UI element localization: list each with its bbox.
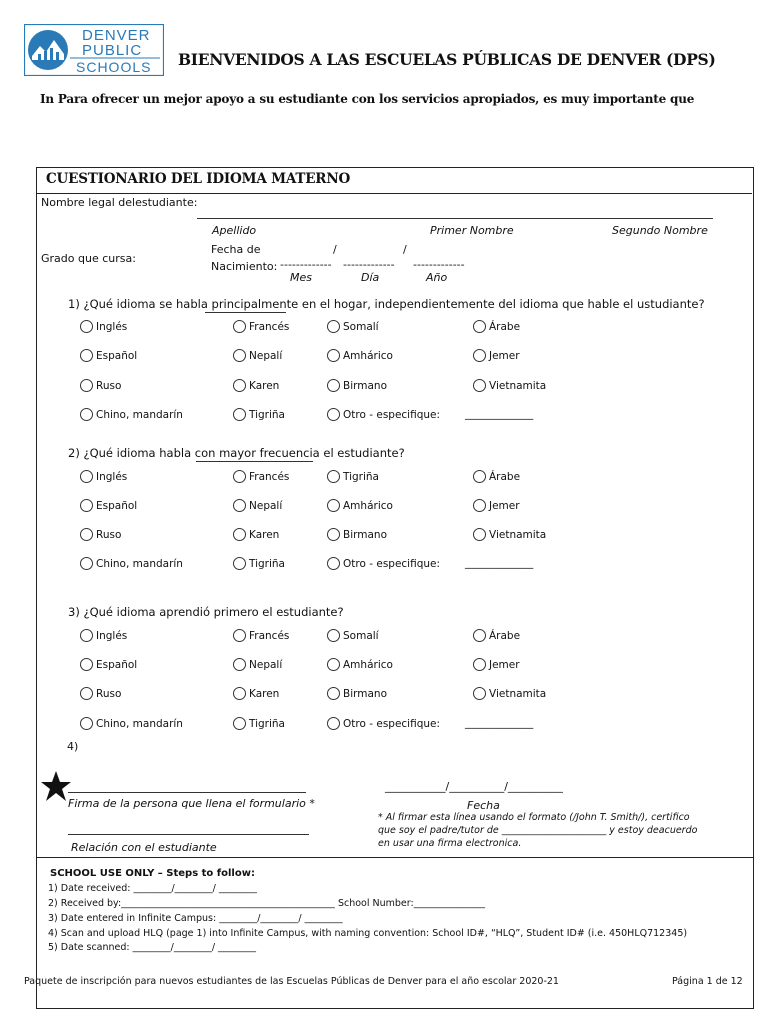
legal-name-field[interactable] bbox=[197, 218, 713, 219]
option-label: Jemer bbox=[489, 349, 520, 362]
q1-option[interactable] bbox=[233, 379, 279, 392]
option-label: Vietnamita bbox=[489, 379, 547, 392]
q3-other-specify-field[interactable] bbox=[465, 717, 533, 729]
q2-other-specify-field[interactable] bbox=[465, 557, 533, 569]
radio-button-icon[interactable] bbox=[80, 557, 93, 570]
school-step-1: 1) Date received: ________/________/ ________ bbox=[48, 883, 257, 894]
radio-button-icon[interactable] bbox=[473, 528, 486, 541]
signature-note-3: en usar una firma electronica. bbox=[378, 838, 522, 849]
option-label: Español bbox=[96, 658, 138, 671]
option-label: _____________ bbox=[465, 557, 534, 569]
q2-underline bbox=[196, 461, 313, 462]
q2-option[interactable] bbox=[327, 557, 440, 570]
q2-option[interactable] bbox=[233, 528, 279, 541]
option-label: Tigriña bbox=[249, 557, 285, 570]
option-label: Chino, mandarín bbox=[96, 408, 183, 421]
section-header bbox=[37, 168, 752, 194]
q1-option[interactable] bbox=[327, 379, 387, 392]
grade-label: Grado que cursa: bbox=[41, 252, 136, 265]
option-label: Vietnamita bbox=[489, 687, 547, 700]
question-2: 2) ¿Qué idioma habla con mayor frecuencia el estudiante? bbox=[68, 446, 405, 460]
q3-option[interactable] bbox=[327, 687, 387, 700]
option-label: Ruso bbox=[96, 379, 122, 392]
q1-other-specify-field[interactable] bbox=[465, 408, 533, 420]
intro-text: In Para ofrecer un mejor apoyo a su estudiante con los servicios apropiados, es muy importante que bbox=[40, 92, 695, 106]
radio-button-icon[interactable] bbox=[327, 320, 340, 333]
svg-text:PUBLIC: PUBLIC bbox=[82, 42, 143, 59]
q2-option[interactable] bbox=[233, 557, 285, 570]
radio-button-icon[interactable] bbox=[233, 470, 246, 483]
radio-button-icon[interactable] bbox=[327, 528, 340, 541]
q1-option[interactable] bbox=[233, 349, 282, 362]
signature-note-2: que soy el padre/tutor de ______________________ y estoy deacuerdo bbox=[378, 825, 698, 836]
q1-option[interactable] bbox=[327, 320, 379, 333]
radio-button-icon[interactable] bbox=[80, 320, 93, 333]
q2-option[interactable] bbox=[473, 499, 520, 512]
svg-text:SCHOOLS: SCHOOLS bbox=[76, 59, 152, 75]
radio-button-icon[interactable] bbox=[80, 687, 93, 700]
school-step-5: 5) Date scanned: ________/________/ ________ bbox=[48, 942, 257, 953]
q2-option[interactable] bbox=[327, 470, 379, 483]
dob-month-field[interactable]: ------------- bbox=[280, 258, 332, 271]
radio-button-icon[interactable] bbox=[80, 658, 93, 671]
option-label: Otro - especifique: bbox=[343, 717, 441, 730]
last-name-caption: Apellido bbox=[212, 224, 257, 237]
q3-option[interactable] bbox=[233, 687, 279, 700]
radio-button-icon[interactable] bbox=[473, 470, 486, 483]
dob-slash-1: / bbox=[333, 243, 337, 256]
option-label: Árabe bbox=[489, 470, 521, 483]
question-3: 3) ¿Qué idioma aprendió primero el estudiante? bbox=[68, 605, 344, 619]
radio-button-icon[interactable] bbox=[233, 379, 246, 392]
radio-button-icon[interactable] bbox=[233, 349, 246, 362]
q1-option[interactable] bbox=[80, 408, 183, 421]
q2-option[interactable] bbox=[80, 499, 137, 512]
q1-option[interactable] bbox=[327, 408, 440, 421]
q1-option[interactable] bbox=[233, 408, 285, 421]
q1-option[interactable] bbox=[233, 320, 289, 333]
q3-option[interactable] bbox=[80, 658, 137, 671]
option-label: _____________ bbox=[465, 717, 534, 729]
option-label: Español bbox=[96, 499, 138, 512]
q1-option[interactable] bbox=[80, 379, 121, 392]
radio-button-icon[interactable] bbox=[473, 658, 486, 671]
option-label: Inglés bbox=[96, 470, 128, 483]
q2-option[interactable] bbox=[80, 557, 183, 570]
option-label: Somalí bbox=[343, 320, 379, 333]
option-label: Chino, mandarín bbox=[96, 557, 183, 570]
radio-button-icon[interactable] bbox=[473, 320, 486, 333]
option-label: Francés bbox=[249, 320, 290, 333]
q3-option[interactable] bbox=[80, 629, 127, 642]
radio-button-icon[interactable] bbox=[233, 557, 246, 570]
option-label: Español bbox=[96, 349, 138, 362]
signature-date-field[interactable]: ___________/__________/__________ bbox=[385, 780, 563, 793]
radio-button-icon[interactable] bbox=[327, 470, 340, 483]
option-label: _____________ bbox=[465, 408, 534, 420]
radio-button-icon[interactable] bbox=[233, 629, 246, 642]
q1-option[interactable] bbox=[80, 320, 127, 333]
q2-option[interactable] bbox=[233, 499, 282, 512]
radio-button-icon[interactable] bbox=[327, 557, 340, 570]
section-title: CUESTIONARIO DEL IDIOMA MATERNO bbox=[46, 171, 351, 187]
option-label: Otro - especifique: bbox=[343, 557, 441, 570]
option-label: Somalí bbox=[343, 629, 379, 642]
q3-option[interactable] bbox=[327, 629, 379, 642]
q3-option[interactable] bbox=[473, 629, 520, 642]
q3-option[interactable] bbox=[327, 658, 393, 671]
option-label: Árabe bbox=[489, 320, 521, 333]
radio-button-icon[interactable] bbox=[233, 528, 246, 541]
radio-button-icon[interactable] bbox=[233, 499, 246, 512]
page-title: BIENVENIDOS A LAS ESCUELAS PÚBLICAS DE DENVER (DPS) bbox=[178, 50, 716, 69]
radio-button-icon[interactable] bbox=[80, 629, 93, 642]
option-label: Chino, mandarín bbox=[96, 717, 183, 730]
school-step-3: 3) Date entered in Infinite Campus: ________/________/ ________ bbox=[48, 913, 343, 924]
q2-option[interactable] bbox=[80, 470, 127, 483]
dob-month-caption: Mes bbox=[290, 271, 312, 284]
radio-button-icon[interactable] bbox=[327, 408, 340, 421]
relation-field[interactable] bbox=[68, 834, 309, 835]
option-label: Francés bbox=[249, 629, 290, 642]
q3-option[interactable] bbox=[233, 658, 282, 671]
option-label: Karen bbox=[249, 528, 280, 541]
first-name-caption: Primer Nombre bbox=[430, 224, 514, 237]
option-label: Inglés bbox=[96, 320, 128, 333]
q3-option[interactable] bbox=[473, 658, 520, 671]
radio-button-icon[interactable] bbox=[327, 379, 340, 392]
radio-button-icon[interactable] bbox=[473, 379, 486, 392]
second-name-caption: Segundo Nombre bbox=[612, 224, 708, 237]
q2-option[interactable] bbox=[80, 528, 121, 541]
option-label: Amhárico bbox=[343, 658, 393, 671]
q1-option[interactable] bbox=[80, 349, 137, 362]
radio-button-icon[interactable] bbox=[473, 687, 486, 700]
radio-button-icon[interactable] bbox=[80, 499, 93, 512]
option-label: Inglés bbox=[96, 629, 128, 642]
school-use-title: SCHOOL USE ONLY – Steps to follow: bbox=[50, 868, 255, 879]
radio-button-icon[interactable] bbox=[233, 687, 246, 700]
q2-option[interactable] bbox=[473, 528, 546, 541]
dob-slash-2: / bbox=[403, 243, 407, 256]
radio-button-icon[interactable] bbox=[80, 528, 93, 541]
radio-button-icon[interactable] bbox=[80, 470, 93, 483]
radio-button-icon[interactable] bbox=[233, 408, 246, 421]
q2-option[interactable] bbox=[473, 470, 520, 483]
signature-field[interactable] bbox=[68, 792, 306, 793]
q1-option[interactable] bbox=[473, 379, 546, 392]
option-label: Karen bbox=[249, 379, 280, 392]
option-label: Tigriña bbox=[343, 470, 379, 483]
radio-button-icon[interactable] bbox=[327, 629, 340, 642]
radio-button-icon[interactable] bbox=[473, 499, 486, 512]
radio-button-icon[interactable] bbox=[80, 379, 93, 392]
option-label: Otro - especifique: bbox=[343, 408, 441, 421]
dps-logo bbox=[24, 24, 164, 76]
q2-option[interactable] bbox=[327, 528, 387, 541]
radio-button-icon[interactable] bbox=[473, 629, 486, 642]
dob-year-caption: Año bbox=[426, 271, 448, 284]
q3-option[interactable] bbox=[233, 717, 285, 730]
dob-day-caption: Día bbox=[361, 271, 380, 284]
radio-button-icon[interactable] bbox=[327, 658, 340, 671]
option-label: Amhárico bbox=[343, 349, 393, 362]
page-number: Página 1 de 12 bbox=[672, 976, 743, 987]
dob-year-field[interactable]: ------------- bbox=[413, 258, 465, 271]
q1-option[interactable] bbox=[473, 320, 520, 333]
q1-option[interactable] bbox=[327, 349, 393, 362]
dob-label-1: Fecha de bbox=[211, 243, 261, 256]
option-label: Birmano bbox=[343, 379, 387, 392]
q3-option[interactable] bbox=[327, 717, 440, 730]
option-label: Árabe bbox=[489, 629, 521, 642]
question-1: 1) ¿Qué idioma se habla principalmente en el hogar, independientemente del idioma que hable el ustudiante? bbox=[68, 297, 705, 311]
school-step-4: 4) Scan and upload HLQ (page 1) into Infinite Campus, with naming convention: School ID#, “HLQ”, Student ID# (i.e. 450HLQ712345) bbox=[48, 928, 688, 939]
q3-option[interactable] bbox=[233, 629, 289, 642]
option-label: Ruso bbox=[96, 528, 122, 541]
question-4-number: 4) bbox=[67, 740, 79, 753]
radio-button-icon[interactable] bbox=[80, 408, 93, 421]
option-label: Tigriña bbox=[249, 717, 285, 730]
option-label: Nepalí bbox=[249, 658, 283, 671]
option-label: Tigriña bbox=[249, 408, 285, 421]
option-label: Ruso bbox=[96, 687, 122, 700]
option-label: Nepalí bbox=[249, 349, 283, 362]
q3-option[interactable] bbox=[473, 687, 546, 700]
dps-logo-emblem bbox=[24, 24, 164, 76]
q3-option[interactable] bbox=[80, 687, 121, 700]
school-step-2: 2) Received by:_____________________________________________ School Number:_______________ bbox=[48, 898, 485, 909]
option-label: Jemer bbox=[489, 499, 520, 512]
option-label: Jemer bbox=[489, 658, 520, 671]
footer-text: Paquete de inscripción para nuevos estudiantes de las Escuelas Públicas de Denver para el año escolar 2020-21 bbox=[24, 976, 559, 987]
radio-button-icon[interactable] bbox=[327, 717, 340, 730]
legal-name-label: Nombre legal delestudiante: bbox=[41, 196, 198, 209]
signature-note-1: * Al firmar esta línea usando el formato (/John T. Smith/), certifico bbox=[378, 812, 690, 823]
signature-caption: Firma de la persona que llena el formulario * bbox=[68, 797, 315, 810]
radio-button-icon[interactable] bbox=[327, 687, 340, 700]
option-label: Birmano bbox=[343, 687, 387, 700]
option-label: Amhárico bbox=[343, 499, 393, 512]
dob-label-2: Nacimiento: bbox=[211, 260, 278, 273]
option-label: Francés bbox=[249, 470, 290, 483]
radio-button-icon[interactable] bbox=[327, 499, 340, 512]
q2-option[interactable] bbox=[327, 499, 393, 512]
radio-button-icon[interactable] bbox=[233, 320, 246, 333]
radio-button-icon[interactable] bbox=[473, 349, 486, 362]
svg-text:DENVER: DENVER bbox=[82, 27, 151, 44]
option-label: Karen bbox=[249, 687, 280, 700]
dob-day-field[interactable]: ------------- bbox=[343, 258, 395, 271]
q1-underline bbox=[205, 312, 286, 313]
radio-button-icon[interactable] bbox=[80, 717, 93, 730]
relation-caption: Relación con el estudiante bbox=[71, 841, 217, 854]
option-label: Birmano bbox=[343, 528, 387, 541]
q3-option[interactable] bbox=[80, 717, 183, 730]
option-label: Vietnamita bbox=[489, 528, 547, 541]
radio-button-icon[interactable] bbox=[233, 658, 246, 671]
radio-button-icon[interactable] bbox=[327, 349, 340, 362]
q1-option[interactable] bbox=[473, 349, 520, 362]
signature-date-caption: Fecha bbox=[467, 799, 500, 812]
radio-button-icon[interactable] bbox=[80, 349, 93, 362]
q2-option[interactable] bbox=[233, 470, 289, 483]
radio-button-icon[interactable] bbox=[233, 717, 246, 730]
option-label: Nepalí bbox=[249, 499, 283, 512]
